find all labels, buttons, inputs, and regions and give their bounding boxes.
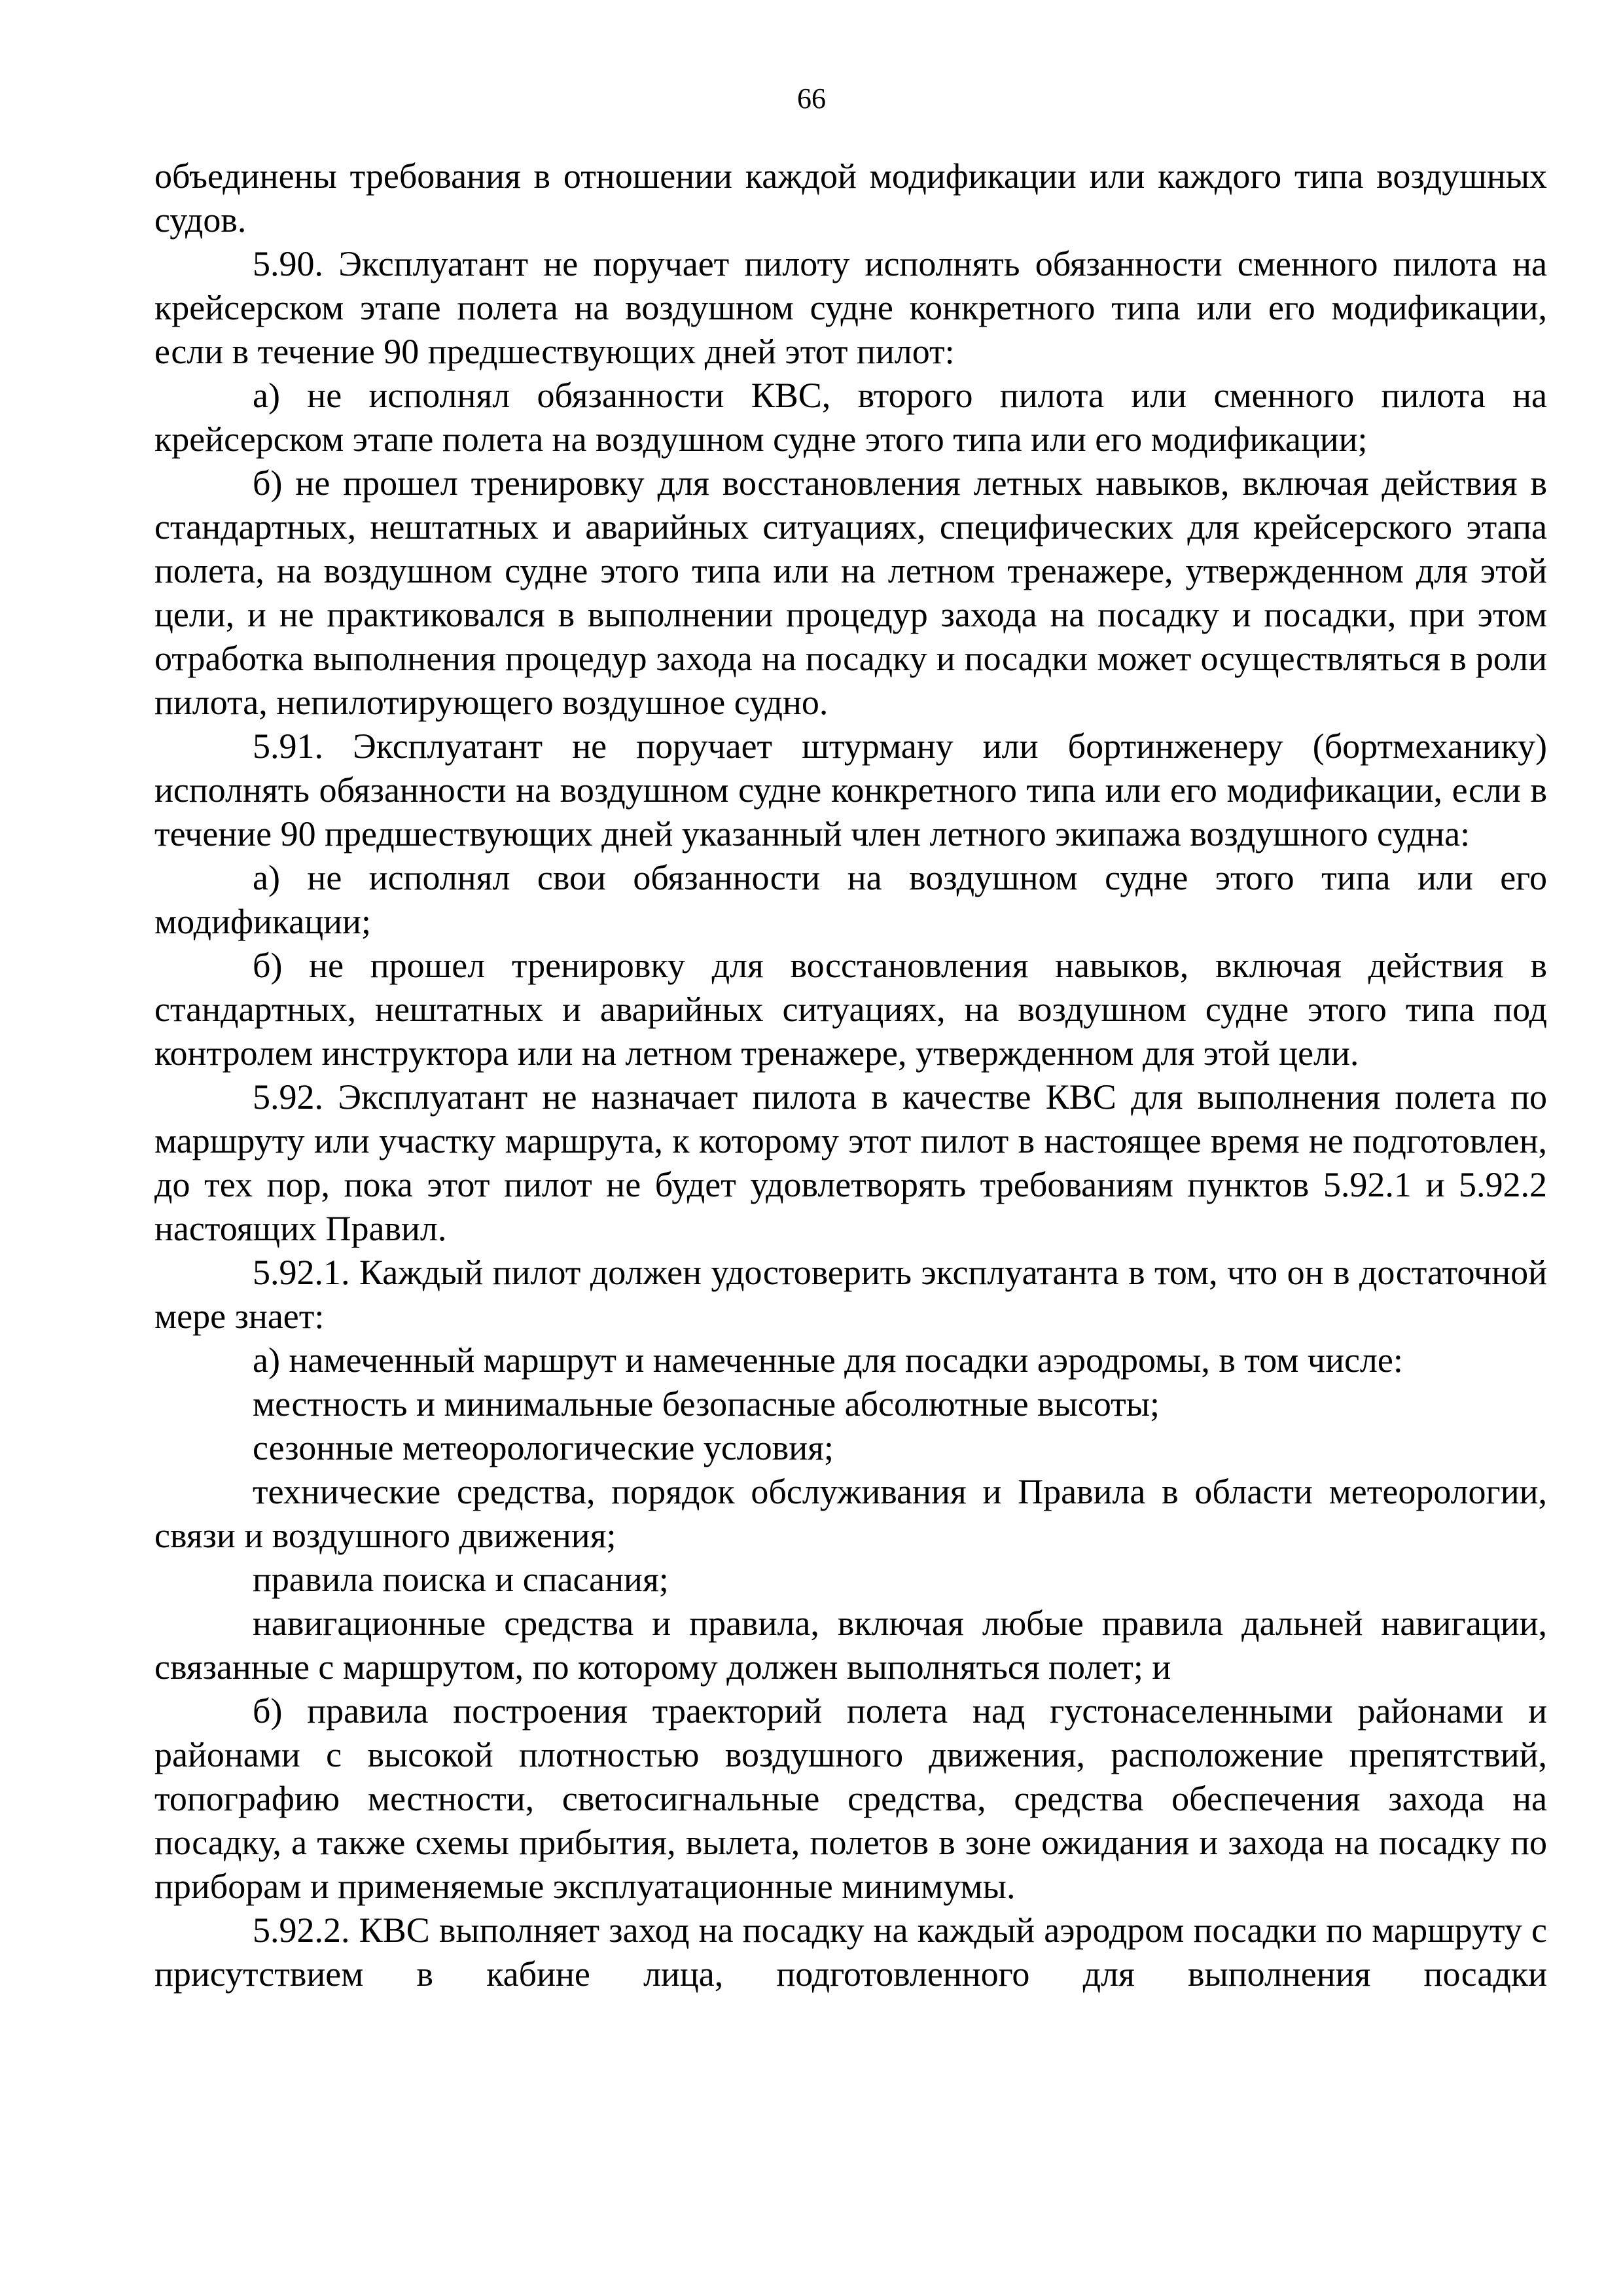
list-item-weather: сезонные метеорологические условия; [253,1428,834,1467]
paragraph-5-90: 5.90. Эксплуатант не поручает пилоту исполнять обязанности сменного пилота на крейсерском этапе полета на воздушном судне конкретного типа или его модификации, если в течение 90 предшествующих дней этот пилот: [154,244,1547,371]
list-item-search-rescue: правила поиска и спасания; [253,1560,669,1599]
list-item-terrain: местность и минимальные безопасные абсолютные высоты; [253,1384,1160,1424]
paragraph-continuation: объединены требования в отношении каждой модификации или каждого типа воздушных судов. [154,156,1547,240]
page-number: 66 [797,82,826,115]
list-item-navigation: навигационные средства и правила, включая любые правила дальней навигации, связанные с маршрутом, по которому должен выполняться полет; и [154,1604,1547,1687]
paragraph-5-92: 5.92. Эксплуатант не назначает пилота в качестве КВС для выполнения полета по маршруту или участку маршрута, к которому этот пилот в настоящее время не подготовлен, до тех пор, пока этот пилот не будет удовлетворять требованиям пунктов 5.92.1 и 5.92.2 настоящих Правил. [154,1077,1547,1248]
paragraph-5-90-b: б) не прошел тренировку для восстановления летных навыков, включая действия в стандартных, нештатных и аварийных ситуациях, специфических для крейсерского этапа полета, на воздушном судне этого типа или на летном тренажере, утвержденном для этой цели, и не практиковался в выполнении процедур захода на посадку и посадки, при этом отработка выполнения процедур захода на посадку и посадки может осуществляться в роли пилота, непилотирующего воздушное судно. [154,463,1547,722]
paragraph-5-91: 5.91. Эксплуатант не поручает штурману или бортинженеру (бортмеханику) исполнять обязанности на воздушном судне конкретного типа или его модификации, если в течение 90 предшествующих дней указанный член летного экипажа воздушного судна: [154,726,1547,853]
paragraph-5-92-1-a: а) намеченный маршрут и намеченные для посадки аэродромы, в том числе: [253,1340,1403,1380]
document-body [154,154,1547,1996]
paragraph-5-90-a: а) не исполнял обязанности КВС, второго пилота или сменного пилота на крейсерском этапе полета на воздушном судне этого типа или его модификации; [154,376,1547,459]
list-item-facilities: технические средства, порядок обслуживания и Правила в области метеорологии, связи и воздушного движения; [154,1472,1547,1555]
paragraph-5-91-a: а) не исполнял свои обязанности на воздушном судне этого типа или его модификации; [154,858,1547,941]
paragraph-5-92-1: 5.92.1. Каждый пилот должен удостоверить эксплуатанта в том, что он в достаточной мере знает: [154,1253,1547,1336]
paragraph-5-91-b: б) не прошел тренировку для восстановления навыков, включая действия в стандартных, нештатных и аварийных ситуациях, на воздушном судне этого типа под контролем инструктора или на летном тренажере, утвержденном для этой цели. [154,946,1547,1073]
paragraph-5-92-2: 5.92.2. КВС выполняет заход на посадку на каждый аэродром посадки по маршруту с присутствием в кабине лица, подготовленного для выполнения посадки [154,1910,1547,1994]
paragraph-5-92-1-b: б) правила построения траекторий полета над густонаселенными районами и районами с высокой плотностью воздушного движения, расположение препятствий, топографию местности, светосигнальные средства, средства обеспечения захода на посадку, а также схемы прибытия, вылета, полетов в зоне ожидания и захода на посадку по приборам и применяемые эксплуатационные минимумы. [154,1691,1547,1906]
